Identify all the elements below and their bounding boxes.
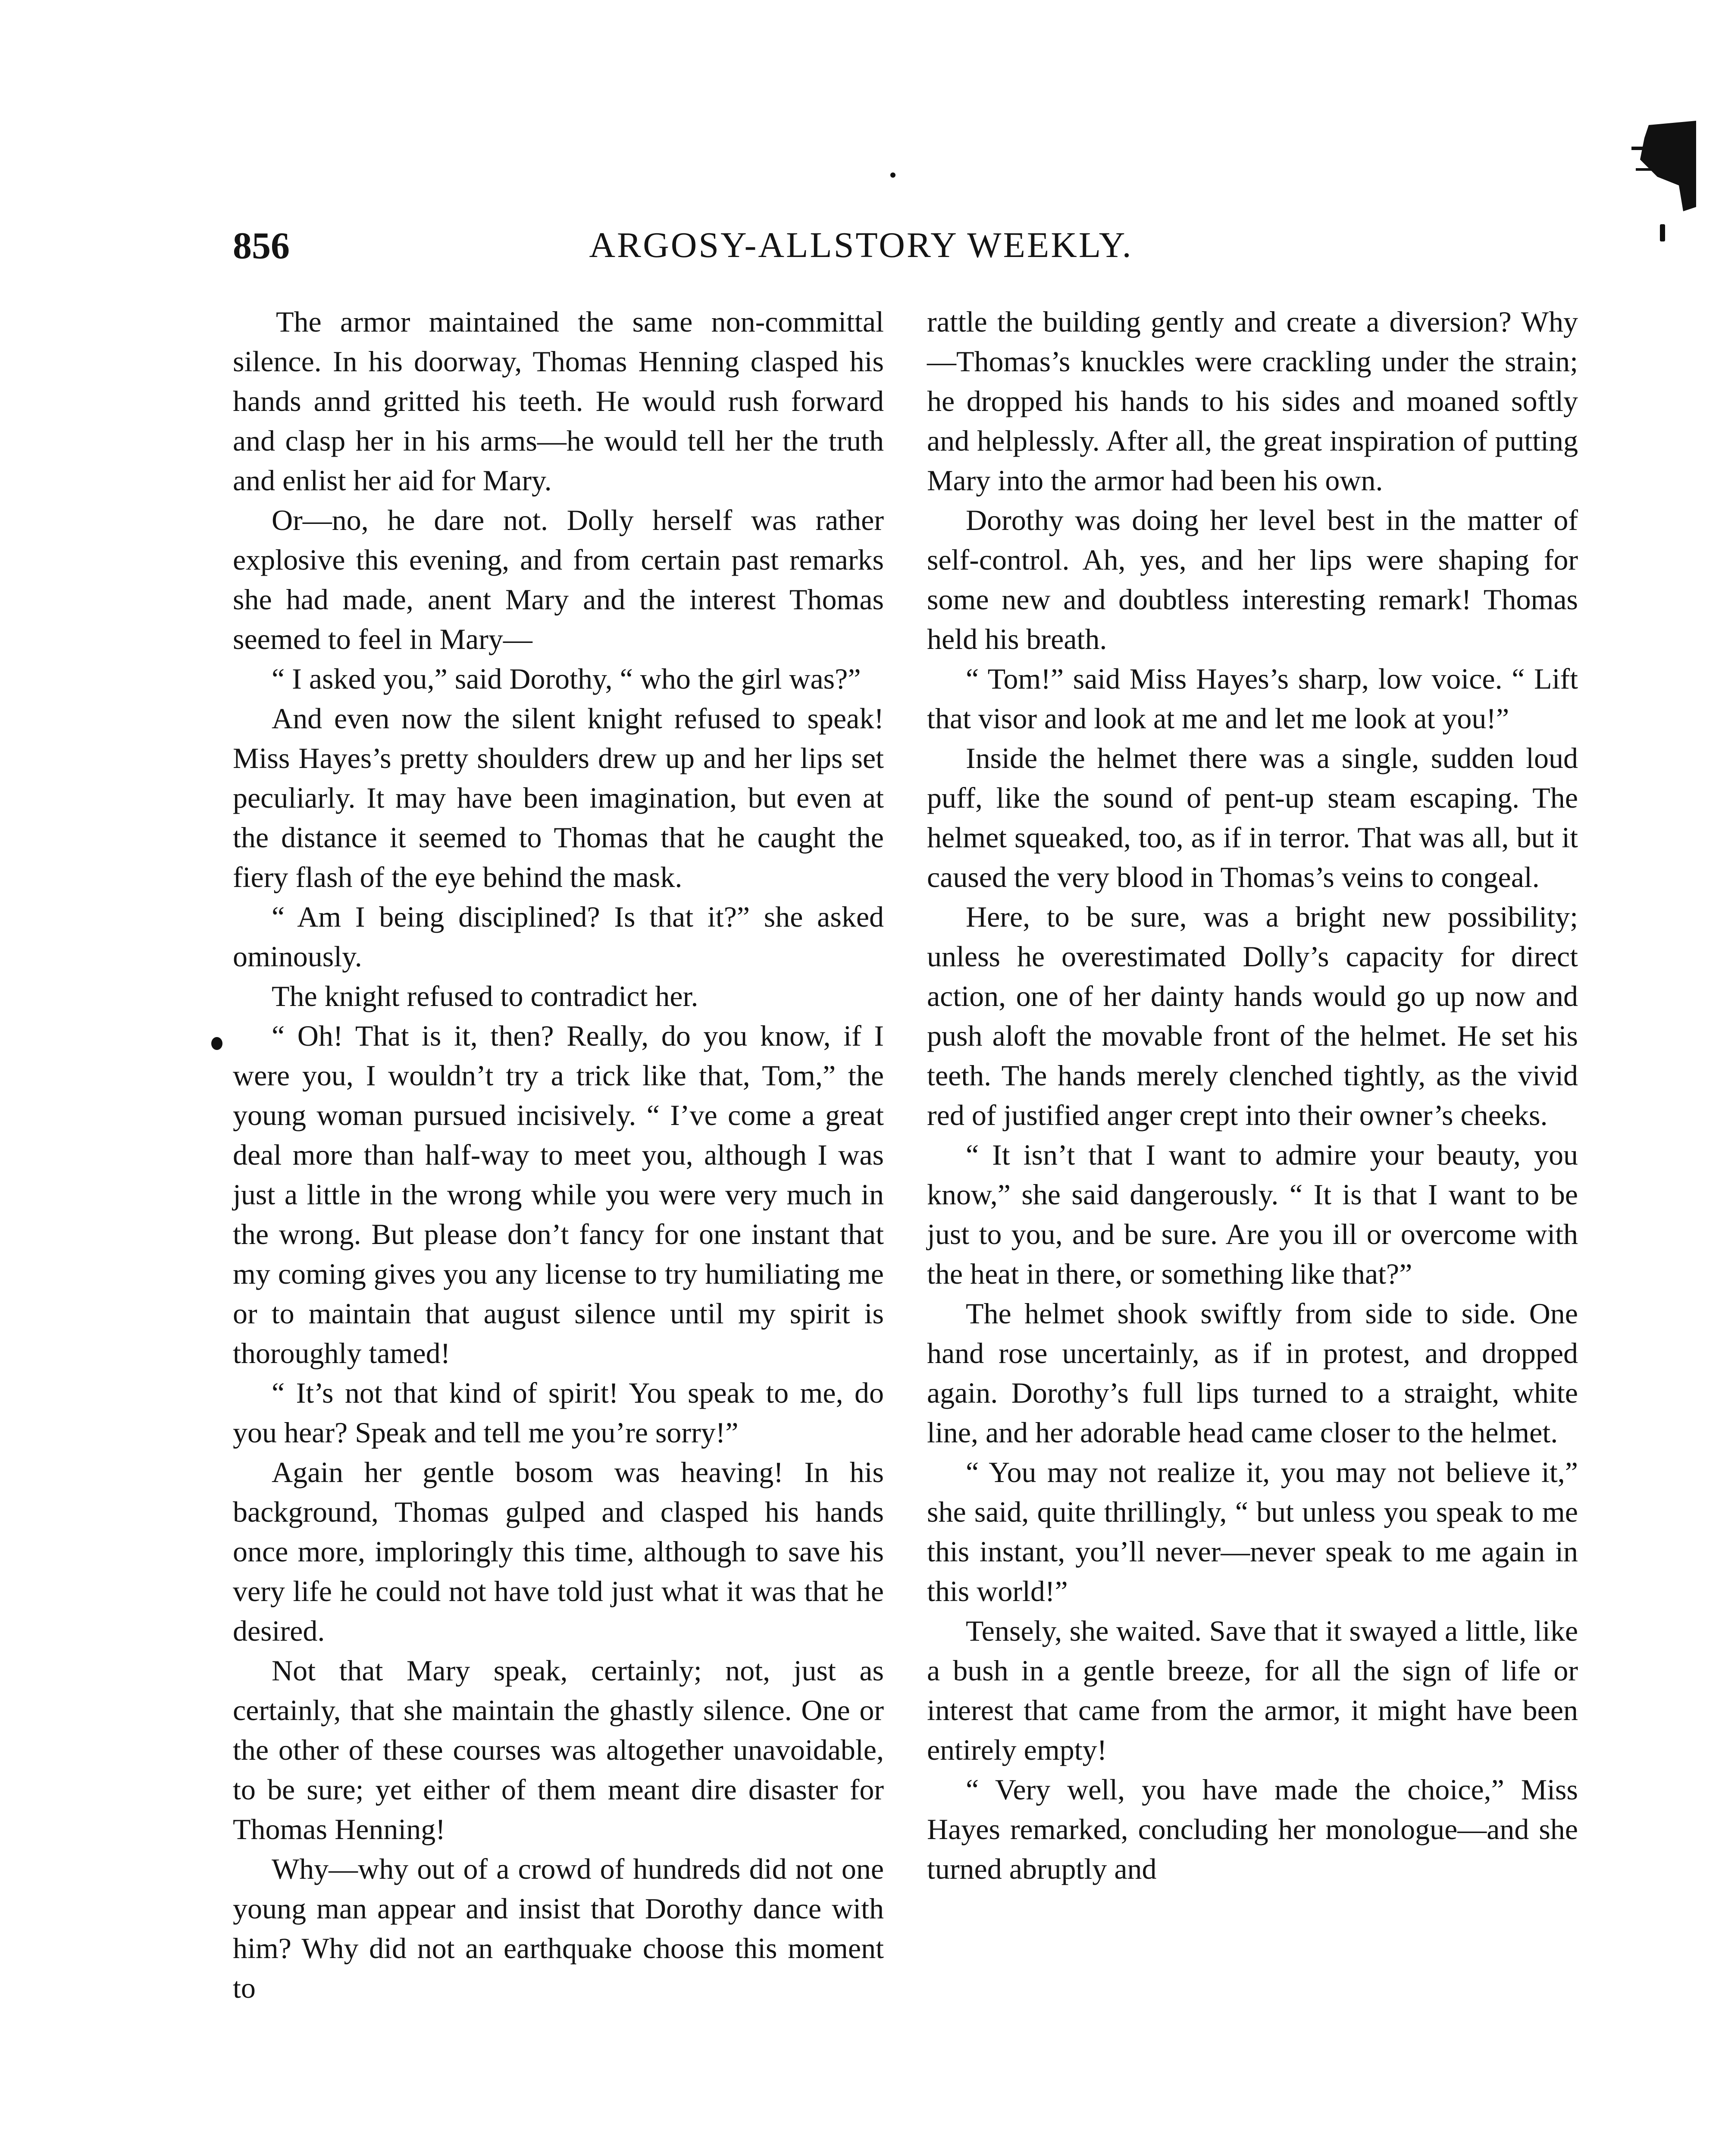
paragraph: “ Tom!” said Miss Hayes’s sharp, low voice. “ Lift that visor and look at me and let me look at you!” <box>927 662 1578 735</box>
paragraph: “ It isn’t that I want to admire your beauty, you know,” she said dangerously. “ It is that I want to be just to you, and be sure. Are you ill or overcome with the heat in there, or something like that?” <box>927 1138 1578 1290</box>
paragraph: Dorothy was doing her level best in the matter of self-control. Ah, yes, and her lips were shaping for some new and doubtless interesting remark! Thomas held his breath. <box>927 504 1578 655</box>
paragraph: “ Oh! That is it, then? Really, do you know, if I were you, I wouldn’t try a trick like that, Tom,” the young woman pursued incisively. “ I’ve come a great deal more than half-way to meet you, although I was just a little in the wrong while you were very much in the wrong. But please don’t fancy for one instant that my coming gives you any license to try humiliating me or to maintain that august silence until my spirit is thoroughly tamed! <box>233 1019 884 1369</box>
page-header <box>0 224 1722 280</box>
paragraph: The knight refused to contradict her. <box>272 980 698 1012</box>
paragraph: “ You may not realize it, you may not believe it,” she said, quite thrillingly, “ but unless you speak to me this instant, you’ll never—never speak to me again in this world!” <box>927 1456 1578 1608</box>
paragraph: The helmet shook swiftly from side to side. One hand rose uncertainly, as if in protest, and dropped again. Dorothy’s full lips turned to a straight, white line, and her adorable head came closer to the helmet. <box>927 1297 1578 1449</box>
ink-blot-icon <box>1631 121 1696 216</box>
paragraph: “ Very well, you have made the choice,” Miss Hayes remarked, concluding her monologue—and she turned abruptly and <box>927 1773 1578 1885</box>
scan-speck <box>211 1037 222 1050</box>
paragraph: Here, to be sure, was a bright new possibility; unless he overestimated Dolly’s capacity for direct action, one of her dainty hands would go up now and push aloft the movable front of the helmet. He set his teeth. The hands merely clenched tightly, as the vivid red of justified anger crept into their owner’s cheeks. <box>927 900 1578 1131</box>
page-number: 856 <box>233 225 290 267</box>
paragraph: “ Am I being disciplined? Is that it?” she asked ominously. <box>233 900 884 973</box>
scan-speck <box>1660 224 1665 241</box>
paragraph: And even now the silent knight refused to speak! Miss Hayes’s pretty shoulders drew up and her lips set peculiarly. It may have been imagination, but even at the distance it seemed to Thomas that he caught the fiery flash of the eye behind the mask. <box>233 702 884 893</box>
right-column <box>927 302 1578 2156</box>
paragraph: Or—no, he dare not. Dolly herself was rather explosive this evening, and from certain past remarks she had made, anent Mary and the interest Thomas seemed to feel in Mary— <box>233 504 884 655</box>
paragraph: Not that Mary speak, certainly; not, just as certainly, that she maintain the ghastly silence. One or the other of these courses was altogether unavoidable, to be sure; yet either of them meant dire disaster for Thomas Henning! <box>233 1654 884 1846</box>
paragraph: Inside the helmet there was a single, sudden loud puff, like the sound of pent-up steam escaping. The helmet squeaked, too, as if in terror. That was all, but it caused the very blood in Thomas’s veins to congeal. <box>927 742 1578 893</box>
paragraph: “ It’s not that kind of spirit! You speak to me, do you hear? Speak and tell me you’re sorry!” <box>233 1376 884 1449</box>
paragraph: The armor maintained the same non-committal silence. In his doorway, Thomas Henning clasped his hands annd gritted his teeth. He would rush forward and clasp her in his arms—he would tell her the truth and enlist her aid for Mary. <box>233 305 884 497</box>
paragraph: “ I asked you,” said Dorothy, “ who the girl was?” <box>272 662 861 695</box>
paragraph: Tensely, she waited. Save that it swayed a little, like a bush in a gentle breeze, for all the sign of life or interest that came from the armor, it might have been entirely empty! <box>927 1614 1578 1766</box>
paragraph: Why—why out of a crowd of hundreds did not one young man appear and insist that Dorothy dance with him? Why did not an earthquake choose this moment to <box>233 1852 884 2004</box>
paragraph: Again her gentle bosom was heaving! In his background, Thomas gulped and clasped his hands once more, imploringly this time, although to save his very life he could not have told just what it was that he desired. <box>233 1456 884 1647</box>
running-head: ARGOSY-ALLSTORY WEEKLY. <box>589 225 1133 265</box>
scan-speck <box>890 172 895 178</box>
left-column <box>233 302 884 2156</box>
paragraph: rattle the building gently and create a diversion? Why—Thomas’s knuckles were crackling under the strain; he dropped his hands to his sides and moaned softly and helplessly. After all, the great inspiration of putting Mary into the armor had been his own. <box>927 305 1578 497</box>
